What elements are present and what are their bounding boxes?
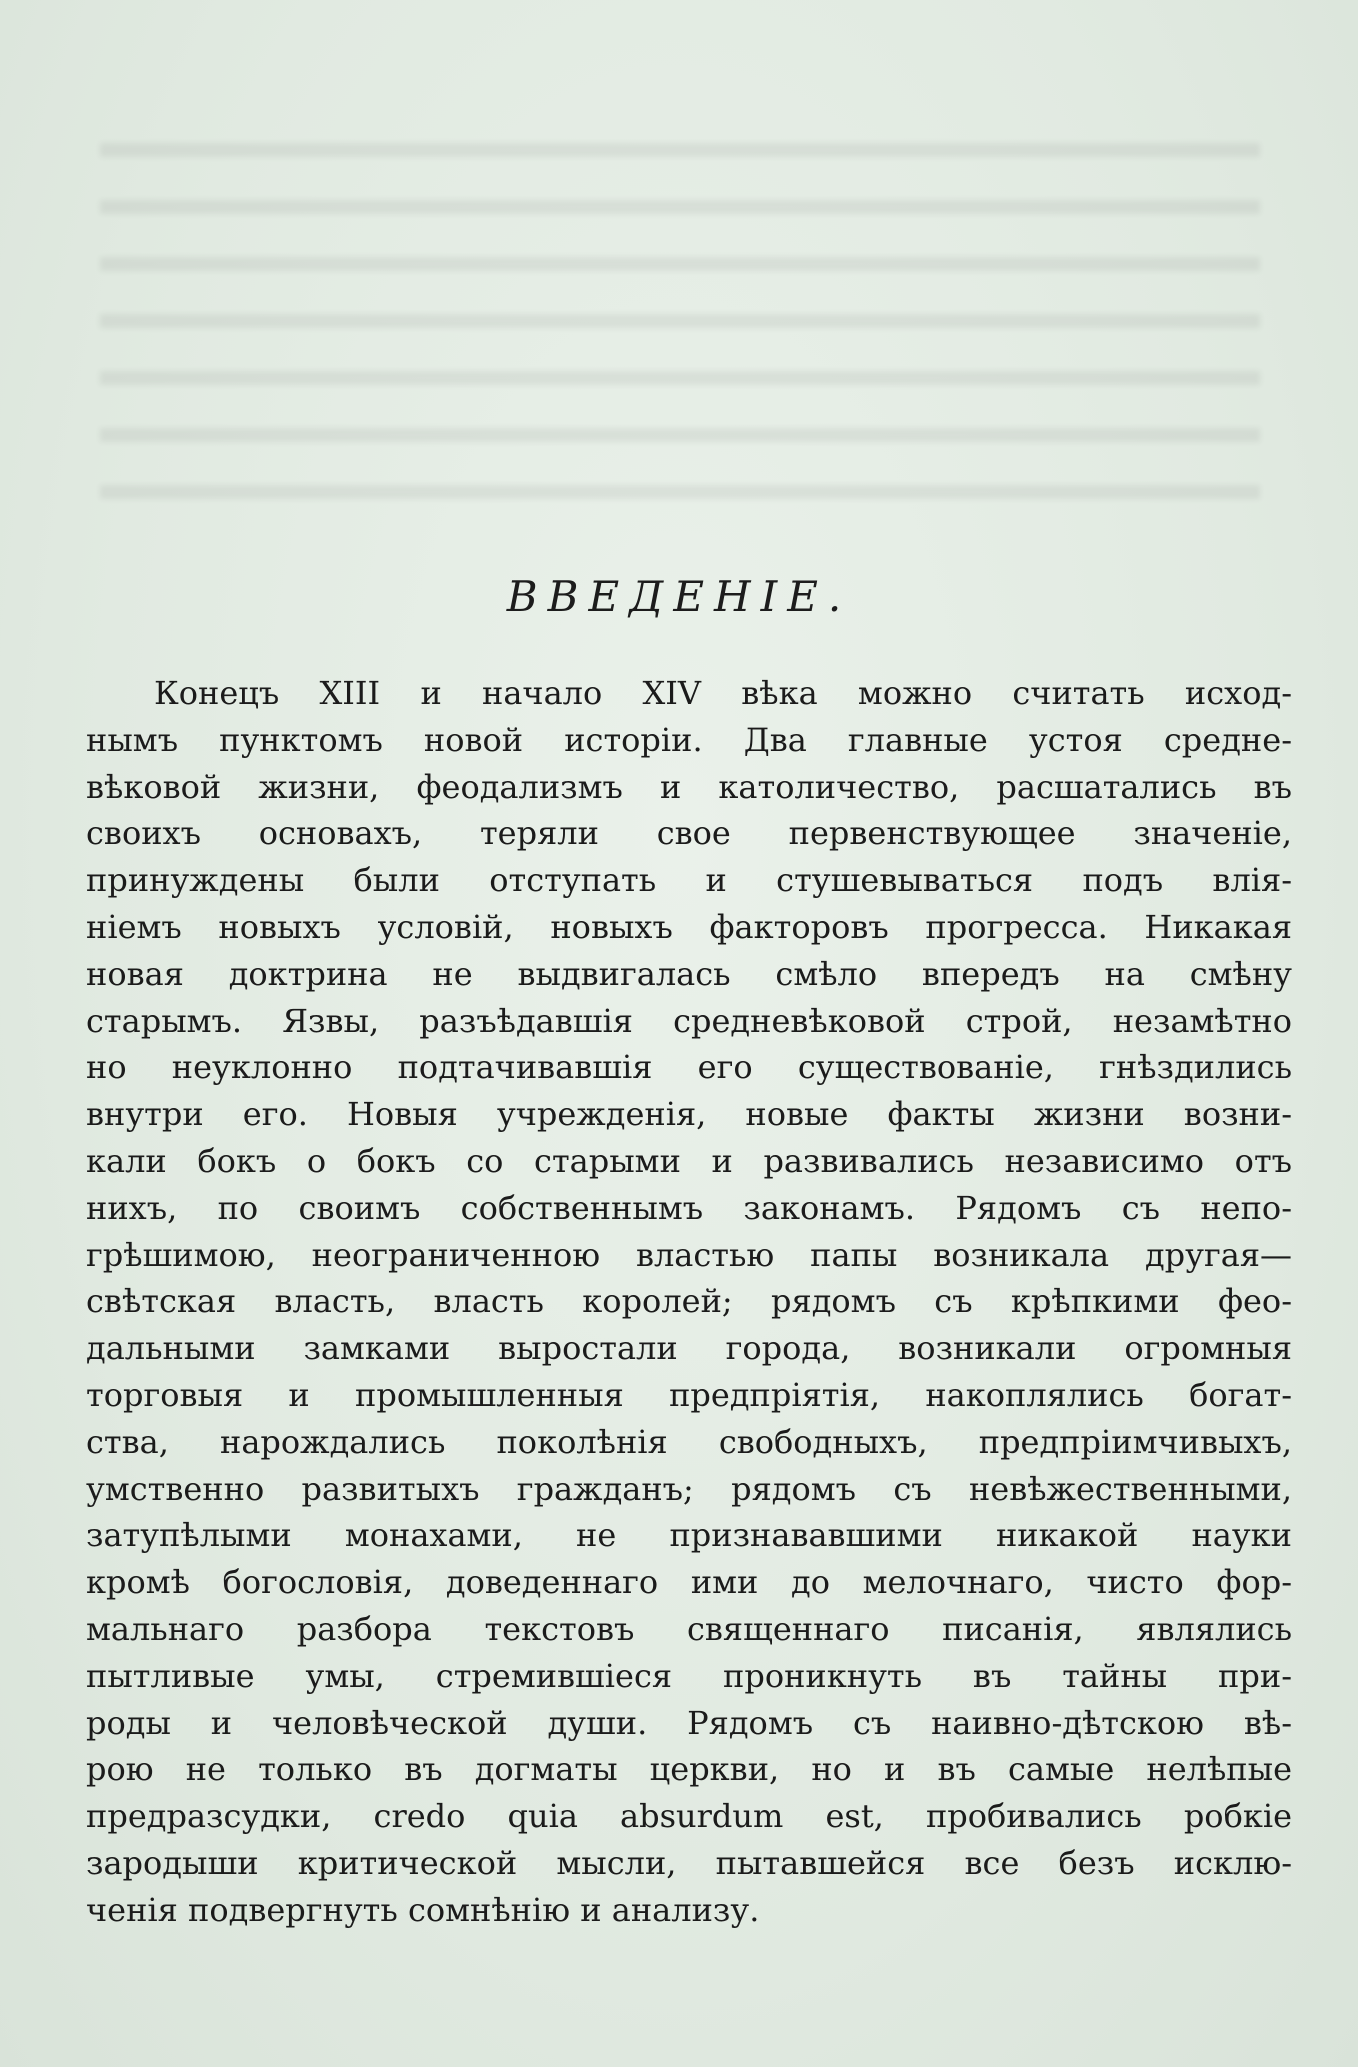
- text-line: Конецъ XIII и начало XIV вѣка можно считать исход-: [154, 674, 1292, 712]
- text-line: мальнаго разбора текстовъ священнаго писанія, являлись: [86, 1609, 1292, 1648]
- bleed-through-shadow: [90, 100, 1270, 520]
- text-line: умственно развитыхъ гражданъ; рядомъ съ невѣжественными,: [86, 1469, 1292, 1508]
- text-line: ства, нарождались поколѣнія свободныхъ, предпріимчивыхъ,: [86, 1422, 1292, 1461]
- text-line: кали бокъ о бокъ со старыми и развивались независимо отъ: [86, 1141, 1292, 1180]
- text-line: старымъ. Язвы, разъѣдавшія средневѣковой строй, незамѣтно: [86, 1001, 1292, 1040]
- text-line: вѣковой жизни, феодализмъ и католичество, расшатались въ: [86, 767, 1292, 806]
- text-line: дальными замками выростали города, возникали огромныя: [86, 1329, 1292, 1368]
- body-paragraph: [86, 670, 1292, 1934]
- text-line: нихъ, по своимъ собственнымъ законамъ. Рядомъ съ непо-: [86, 1188, 1292, 1227]
- text-line: принуждены были отступать и стушевываться подъ влія-: [86, 861, 1292, 900]
- text-line: грѣшимою, неограниченною властью папы возникала другая—: [86, 1235, 1292, 1274]
- chapter-heading: ВВЕДЕНІЕ.: [506, 572, 852, 621]
- text-line: роды и человѣческой души. Рядомъ съ наивно-дѣтскою вѣ-: [86, 1703, 1292, 1742]
- text-line: торговыя и промышленныя предпріятія, накоплялись богат-: [86, 1375, 1292, 1414]
- text-line: предразсудки, credo quia absurdum est, пробивались робкіе: [86, 1797, 1292, 1836]
- text-line: ченія подвергнуть сомнѣнію и анализу.: [86, 1890, 760, 1929]
- text-line: пытливые умы, стремившіеся проникнуть въ тайны при-: [86, 1656, 1292, 1695]
- text-line: своихъ основахъ, теряли свое первенствующее значеніе,: [86, 814, 1292, 853]
- text-line: зародыши критической мысли, пытавшейся все безъ исклю-: [86, 1843, 1292, 1882]
- text-line: ніемъ новыхъ условій, новыхъ факторовъ прогресса. Никакая: [86, 907, 1292, 946]
- text-line: нымъ пунктомъ новой исторіи. Два главные устоя средне-: [86, 720, 1292, 759]
- text-line: внутри его. Новыя учрежденія, новые факты жизни возни-: [86, 1095, 1292, 1134]
- text-line: затупѣлыми монахами, не признававшими никакой науки: [86, 1516, 1292, 1555]
- text-line: кромѣ богословія, доведеннаго ими до мелочнаго, чисто фор-: [86, 1563, 1292, 1602]
- text-line: рою не только въ догматы церкви, но и въ самые нелѣпые: [86, 1750, 1292, 1789]
- text-line: но неуклонно подтачивавшія его существованіе, гнѣздились: [86, 1048, 1292, 1087]
- text-line: свѣтская власть, власть королей; рядомъ съ крѣпкими фео-: [86, 1282, 1292, 1321]
- text-line: новая доктрина не выдвигалась смѣло впередъ на смѣну: [86, 954, 1292, 993]
